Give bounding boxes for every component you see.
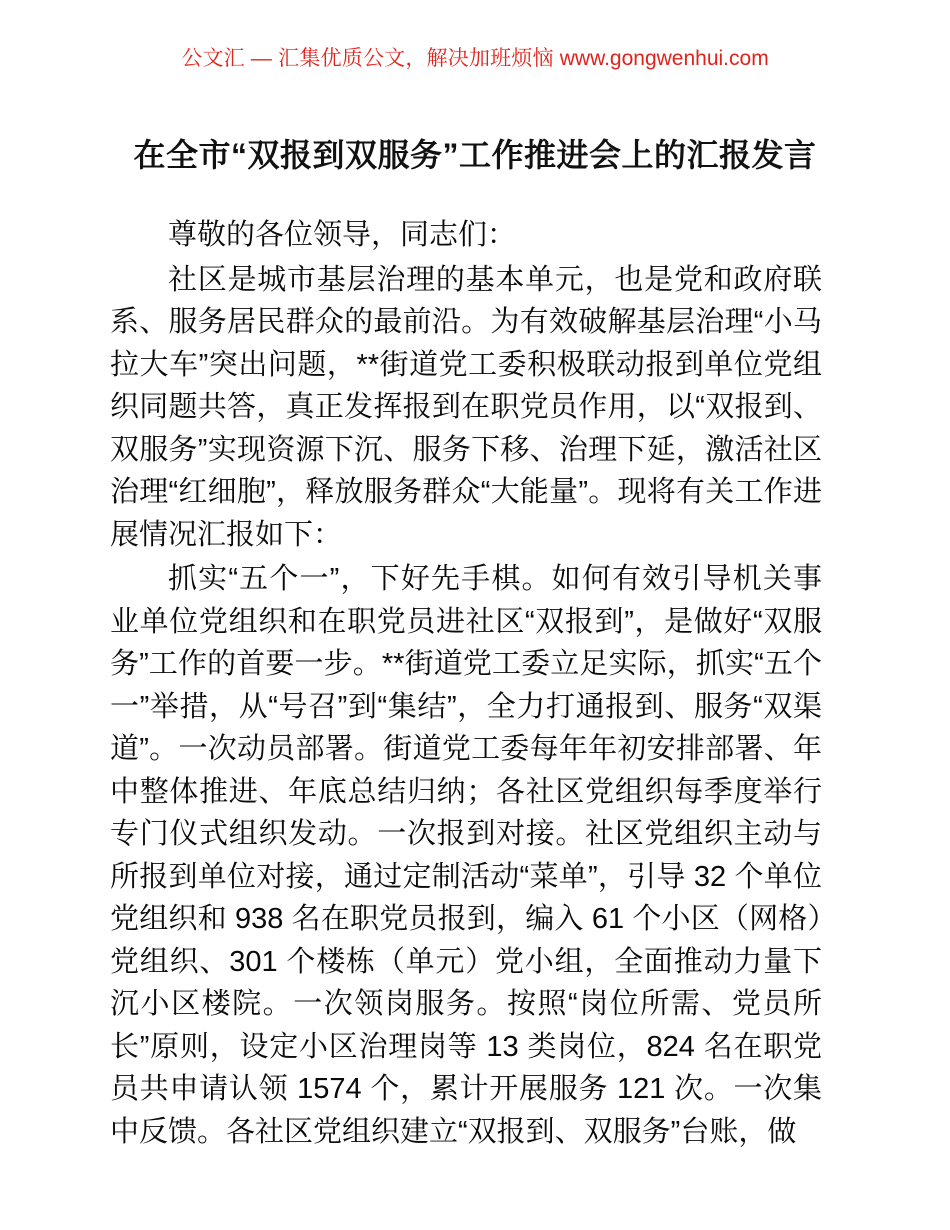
salutation-paragraph: 尊敬的各位领导，同志们： (168, 219, 517, 251)
watermark-url: www.gongwenhui.com (559, 47, 769, 70)
watermark-text: 公文汇 — 汇集优质公文，解决加班烦恼 (181, 47, 554, 70)
body-paragraph-2: 抓实“五个一”，下好先手棋。如何有效引导机关事业单位党组织和在职党员进社区“双报到”，是做好“双服务”工作的首要一步。**街道党工委立足实际，抓实“五个一”举措，从“号召”到“集结”，全力打通报到、服务“双渠道”。一次动员部署。街道党工委每年年初安排部署、年中整体推进、年底总结归纳；各社区党组织每季度举行专门仪式组织发动。一次报到对接。社区党组织主动与所报到单位对接，通过定制活动“菜单”，引导 32 个单位党组织和 938 名在职党员报到，编入 61 个小区（网格）党组织、301 个楼栋（单元）党小组，全面推动力量下沉小区楼院。一次领岗服务。按照“岗位所需、党员所长”原则，设定小区治理岗等 13 类岗位，824 名在职党员共申请认领 1574 个，累计开展服务 121 次。一次集中反馈。各社区党组织建立“双报到、双服务”台账，做 (110, 563, 822, 1148)
document-title: 在全市“双报到双服务”工作推进会上的汇报发言 (133, 137, 817, 174)
site-watermark-header (0, 48, 950, 70)
document-body (110, 214, 822, 1153)
body-paragraph-1: 社区是城市基层治理的基本单元，也是党和政府联系、服务居民群众的最前沿。为有效破解基层治理“小马拉大车”突出问题，**街道党工委积极联动报到单位党组织同题共答，真正发挥报到在职党员作用，以“双报到、双服务”实现资源下沉、服务下移、治理下延，激活社区治理“红细胞”，释放服务群众“大能量”。现将有关工作进展情况汇报如下： (110, 263, 822, 551)
